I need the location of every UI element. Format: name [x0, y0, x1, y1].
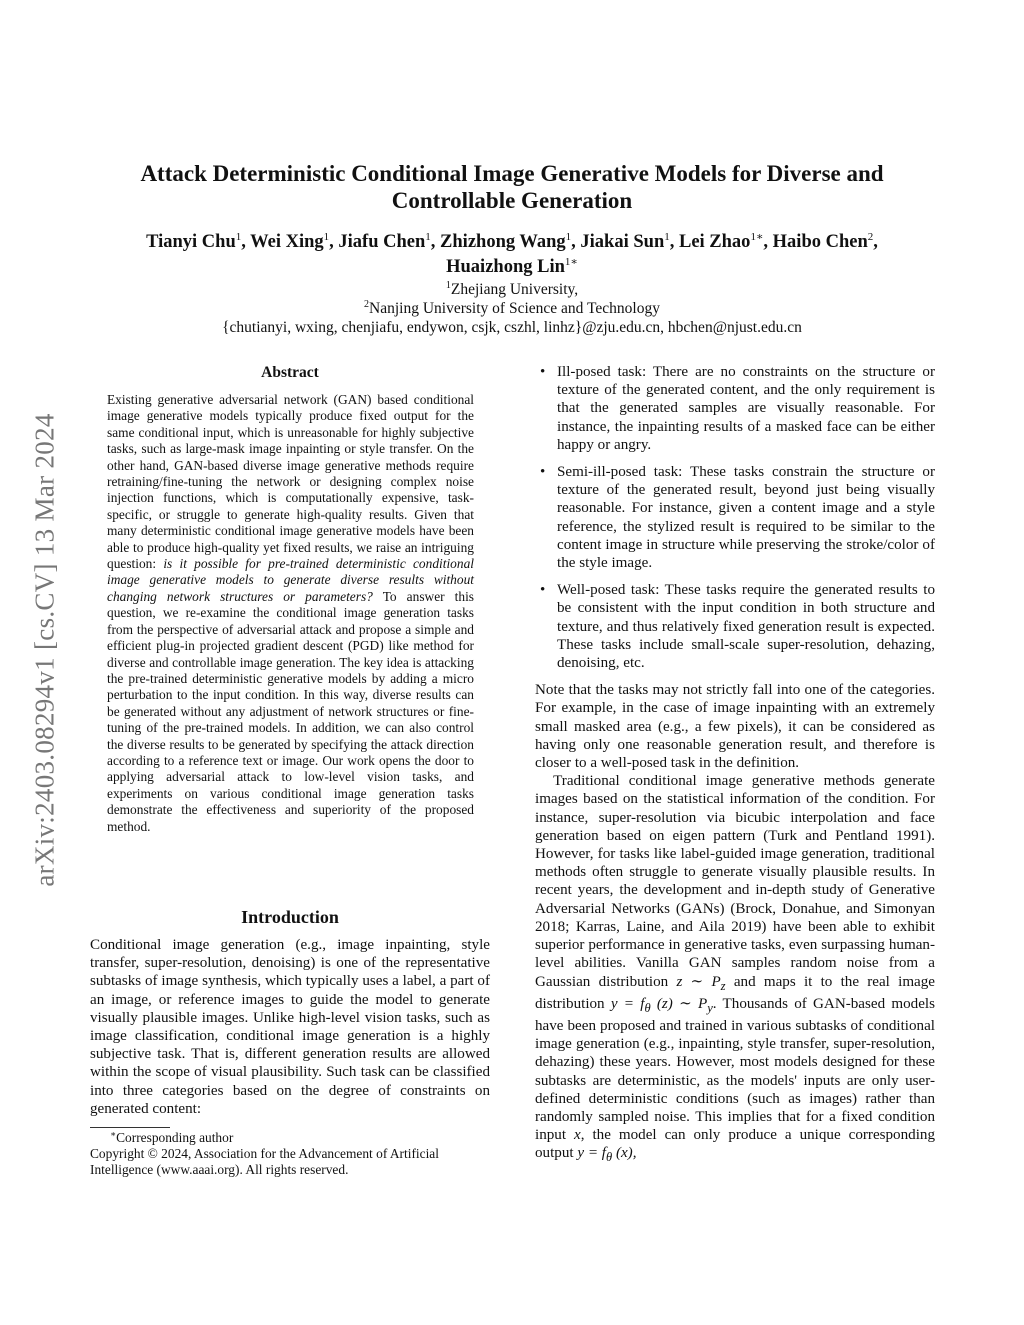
affil-mark: 1	[445, 280, 451, 291]
math-inline	[676, 973, 726, 993]
affil-text: Zhejiang University,	[450, 281, 579, 298]
list-item	[535, 463, 935, 572]
math-sub: y	[707, 1000, 713, 1015]
footnote	[90, 1130, 490, 1178]
math-inline	[610, 995, 713, 1015]
paragraph-text: Traditional conditional image generative methods generate images based on the statistical information of the condition. For instance, super-resolution via bicubic interpolation and face generation based on eigen pattern (Turk and Pentland 1991). However, for tasks like label-guided image generation, traditional methods often struggle to generate visually plausible results. In recent years, the development and in-depth study of Generative Adversarial Networks (GANs) (Brock, Donahue, and Simonyan 2018; Karras, Laine, and Aila 2019) have been able to exhibit superior performance in generative tasks, even surpassing human-level abilities. Vanilla GAN samples random noise from a Gaussian distribution	[535, 773, 935, 990]
abstract-text: Existing generative adversarial network (GAN) based conditional image generative models typically produce fixed output for the same conditional input, which is unreasonable for highly subjective tasks, such as large-mask image inpainting or style transfer. On the other hand, GAN-based diverse image generative methods require retraining/fine-tuning the network or designing complex noise injection functions, which is computationally expensive, task-specific, or struggle to generate high-quality results. Given that many deterministic conditional image generative models have been able to produce high-quality yet fixed results, we raise an intriguing question:	[107, 392, 474, 572]
author: Haibo Chen	[772, 232, 868, 252]
math-text: y = f	[610, 995, 645, 1012]
paragraph	[535, 772, 935, 1166]
paper-title: Attack Deterministic Conditional Image Generative Models for Diverse and Controllable Generation	[140, 161, 884, 213]
author-list: Tianyi Chu$^1$, Wei Xing$^1$, Jiafu Chen$^1$, Zhizhong Wang$^1$, Jiakai Sun$^1$, Lei Zhao$^{1∗}$, Haibo Chen$^2$, Huaizhong Lin$^{1∗}$	[146, 231, 878, 277]
abstract-text: To answer this question, we re-examine the conditional image generation tasks from the perspective of adversarial attack and propose a simple and efficient plug-in projected gradient descent (PGD) like method for diverse and controllable image generation. The key idea is attacking the pre-trained deterministic generative models by adding a micro perturbation to the input condition. In this way, diverse results can be generated without any adjustment of network structures or fine-tuning of the pre-trained models. In addition, we can also control the diverse results to be generated by specifying the attack direction according to a reference text or image. Our work opens the door to applying adversarial attack to low-level vision tasks, and experiments on various conditional image generation tasks demonstrate the effectiveness and superiority of the proposed method.	[107, 588, 475, 834]
author-affil-mark: 1	[664, 231, 670, 243]
author-affil-mark: 1	[425, 231, 431, 243]
task-category-list	[535, 363, 935, 672]
author-affil-mark: 1∗	[564, 256, 578, 268]
math-text: (z) ∼ P	[650, 995, 708, 1012]
author: Tianyi Chu	[146, 232, 236, 252]
author: Zhizhong Wang	[440, 232, 566, 252]
right-column	[535, 363, 935, 1167]
introduction-heading: Introduction	[241, 907, 339, 927]
author-affil-mark: 1	[565, 231, 572, 243]
affil-text: Nanjing University of Science and Technology	[369, 300, 660, 317]
math-sub: θ	[644, 1000, 651, 1015]
arxiv-stamp-text: arXiv:2403.08294v1 [cs.CV] 13 Mar 2024	[29, 413, 60, 887]
paragraph-text: and maps it to the real image distribution	[535, 973, 936, 1012]
footnote-text: Corresponding author	[116, 1130, 234, 1145]
corresponding-note	[90, 1130, 490, 1146]
abstract-body	[107, 392, 474, 835]
bullet-icon: •	[540, 582, 546, 599]
author: Jiafu Chen	[338, 232, 426, 252]
bullet-icon: •	[540, 364, 546, 380]
arxiv-identifier	[29, 350, 60, 950]
author: Huaizhong Lin	[446, 257, 565, 277]
footnote-divider	[90, 1127, 170, 1128]
math-sub: θ	[606, 1150, 613, 1165]
copyright-notice: Copyright © 2024, Association for the Advancement of Artificial Intelligence (www.aaai.org). All rights reserved.	[90, 1146, 439, 1177]
abstract-question: is it possible for pre-trained deterministic conditional image generative models to generate diverse results without changing network structures or parameters?	[107, 556, 474, 604]
author-affil-mark: 2	[867, 231, 874, 243]
affiliation-1	[100, 280, 924, 299]
list-item-text: Well-posed task: These tasks require the generated results to be consistent with the input condition in both structure and texture, and thus relatively fixed generation result is expected. These tasks include small-scale super-resolution, dehazing, denoising, etc.	[557, 582, 935, 672]
list-item	[535, 363, 935, 454]
math-text: y = f	[577, 1145, 606, 1162]
affil-mark: 2	[364, 299, 370, 310]
author: Wei Xing	[250, 232, 324, 252]
list-item-text: Ill-posed task: There are no constraints on the structure or texture of the generated content, and the only requirement is that the generated samples are visually reasonable. For instance, the inpainting results of a masked face can be either happy or angry.	[557, 364, 935, 453]
list-item	[535, 581, 935, 672]
paragraph: Note that the tasks may not strictly fall into one of the categories. For example, in the case of image inpainting with an extremely small masked area (e.g., a few pixels), it can be considered as having only one reasonable generation result, and therefore is closer to a well-posed task in the definition.	[535, 682, 935, 772]
author-affil-mark: 1∗	[750, 231, 764, 243]
author: Jiakai Sun	[580, 232, 665, 252]
math-text: (x),	[612, 1145, 637, 1162]
math-text: z ∼ P	[676, 973, 721, 990]
introduction-body: Conditional image generation (e.g., image inpainting, style transfer, super-resolution, denoising) is one of the representative subtasks of image synthesis, which typically uses a label, a part of an image, or reference images to guide the model to generate visually plausible images. Unlike high-level vision tasks, such as image classification, conditional image generation is a highly subjective task. That is, different generation results are allowed within the scope of visual plausibility. Such task can be classified into three categories based on the degree of constraints on generated content:	[90, 937, 490, 1117]
author-affil-mark: 1	[235, 231, 242, 243]
paragraph-text: . Thousands of GAN-based models have been proposed and trained in various subtasks of conditional image generation (e.g., inpainting, style transfer, super-resolution, dehazing) these years. However, most models designed for these subtasks are deterministic, as the models' inputs are only user-defined deterministic conditions (such as images) rather than randomly sampled noise. This implies that for a fixed condition input	[535, 995, 935, 1144]
author-emails: {chutianyi, wxing, chenjiafu, endywon, csjk, cszhl, linhz}@zju.edu.cn, hbchen@njust.edu.cn	[222, 319, 802, 336]
bullet-icon: •	[540, 464, 546, 481]
author: Lei Zhao	[678, 232, 751, 252]
footnote-mark: ∗	[110, 1129, 117, 1139]
affiliations	[100, 280, 924, 337]
list-item-text: Semi-ill-posed task: These tasks constrain the structure or texture of the generated result, beyond just being visually reasonable. For instance, given a content image and a style reference, the stylized result is required to be similar to the content image in structure while preserving the stroke/color of the style image.	[557, 464, 935, 572]
math-inline: x	[574, 1127, 581, 1144]
math-inline	[577, 1145, 637, 1165]
paragraph-text: , the model can only produce a unique corresponding output	[535, 1127, 935, 1162]
affiliation-2	[100, 299, 924, 318]
abstract-heading: Abstract	[261, 364, 319, 381]
author-affil-mark: 1	[323, 231, 330, 243]
math-sub: z	[720, 978, 726, 993]
